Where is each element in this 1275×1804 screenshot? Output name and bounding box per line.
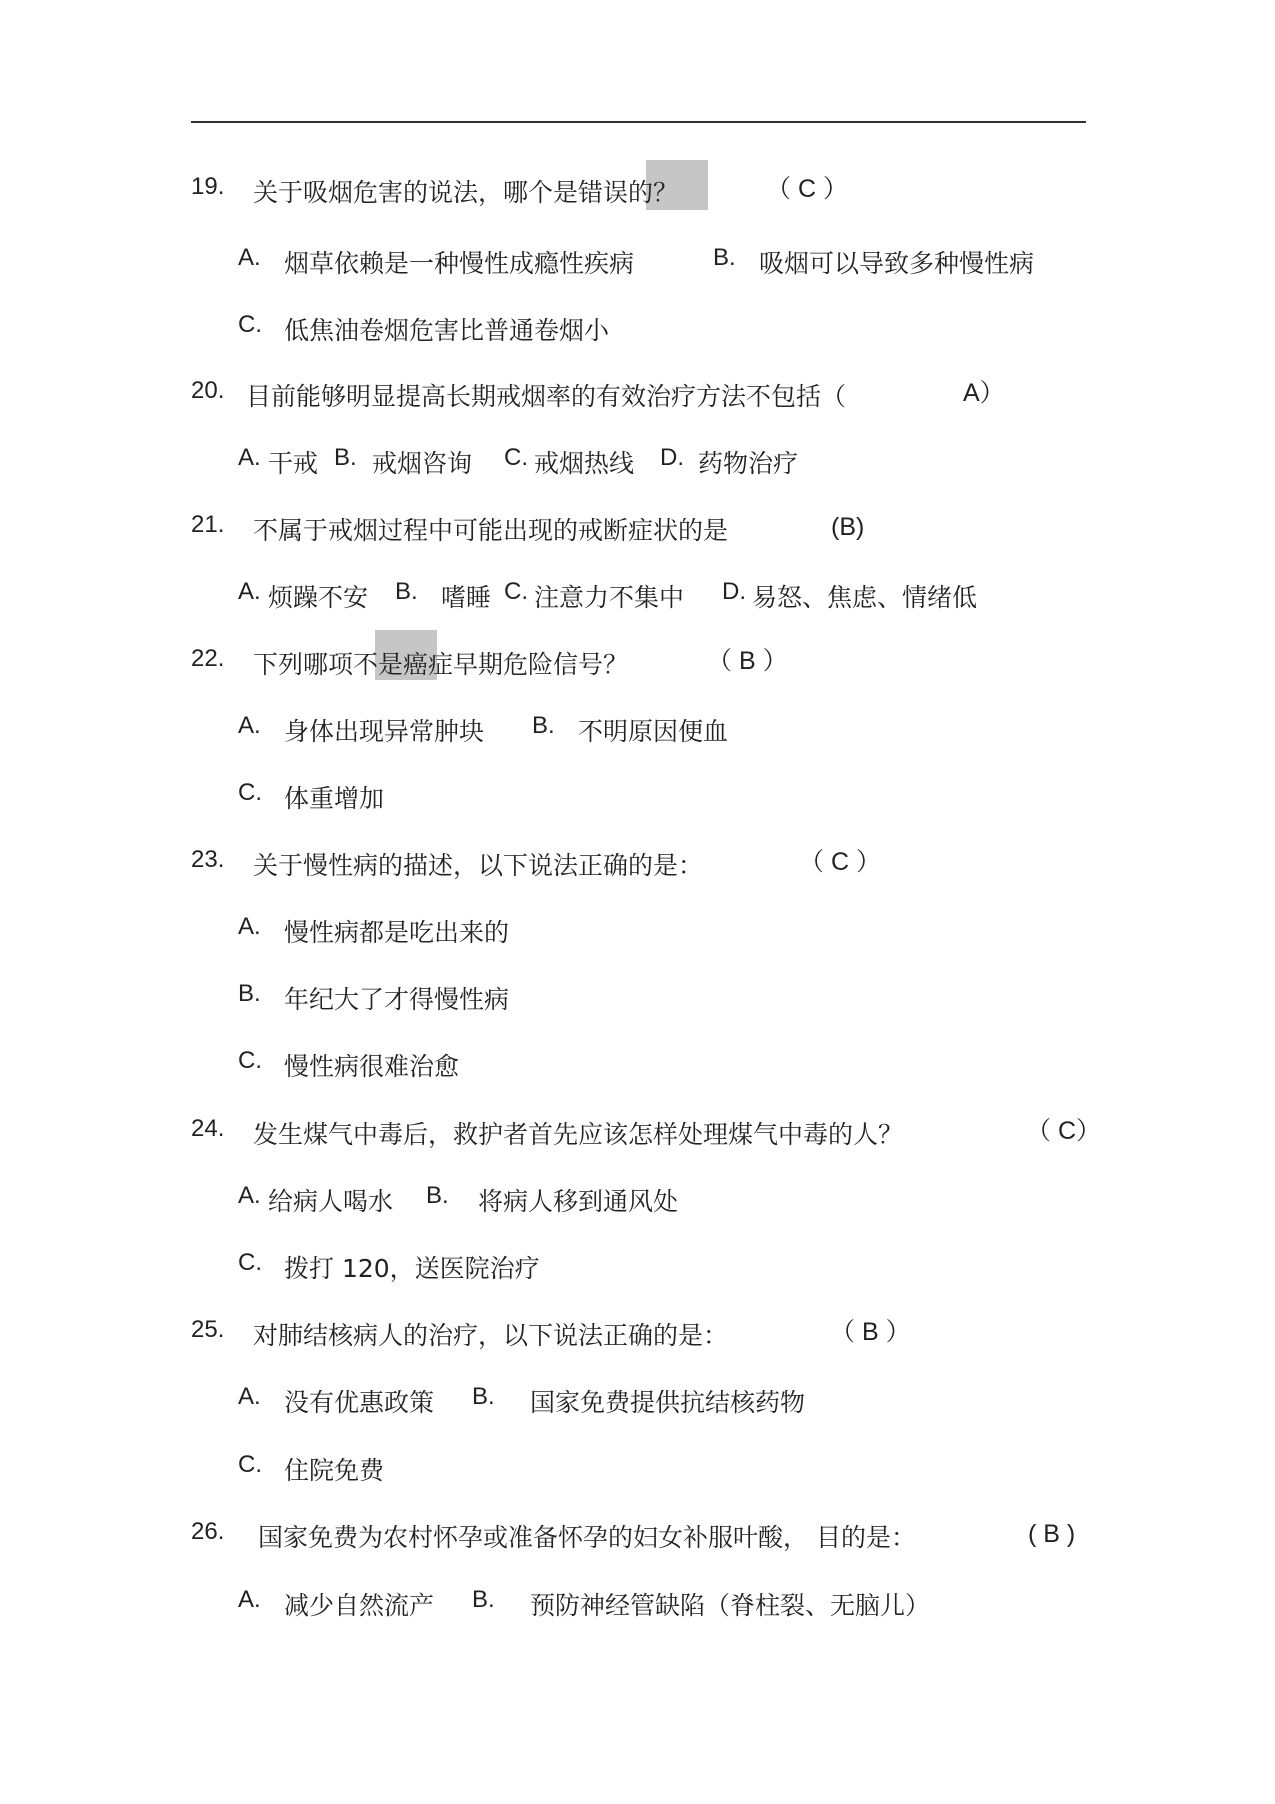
option-text: 年纪大了才得慢性病 bbox=[284, 985, 510, 1014]
option-label: C. bbox=[238, 1047, 262, 1074]
option-label: A. bbox=[238, 1383, 261, 1410]
option-label: A. bbox=[238, 913, 261, 940]
question-text: 目前能够明显提高长期戒烟率的有效治疗方法不包括（ bbox=[246, 382, 847, 411]
option-text: 不明原因便血 bbox=[578, 717, 729, 746]
option-text: 嗜睡 bbox=[441, 583, 492, 612]
option-text: 住院免费 bbox=[284, 1456, 385, 1485]
option-label: B. bbox=[532, 712, 555, 739]
answer-key: （ C ） bbox=[766, 175, 848, 203]
option-label: A. bbox=[238, 578, 261, 605]
option-text: 慢性病都是吃出来的 bbox=[284, 918, 510, 947]
option-text: 注意力不集中 bbox=[534, 583, 685, 612]
question-number: 21. bbox=[191, 511, 225, 538]
option-label: B. bbox=[334, 444, 357, 471]
option-text: 没有优惠政策 bbox=[284, 1388, 435, 1417]
option-text: 减少自然流产 bbox=[284, 1591, 435, 1620]
option-label: C. bbox=[504, 444, 528, 471]
option-label: A. bbox=[238, 712, 261, 739]
option-text: 预防神经管缺陷（脊柱裂、无脑儿） bbox=[530, 1591, 931, 1620]
option-label: B. bbox=[426, 1182, 449, 1209]
question-number: 20. bbox=[191, 377, 225, 404]
option-text: 烦躁不安 bbox=[268, 583, 369, 612]
question-text: 下列哪项不是癌症早期危险信号？ bbox=[253, 650, 629, 679]
option-text: 烟草依赖是一种慢性成瘾性疾病 bbox=[284, 249, 635, 278]
option-text: 戒烟咨询 bbox=[372, 449, 473, 478]
option-label: C. bbox=[504, 578, 528, 605]
option-label: A. bbox=[238, 1182, 261, 1209]
question-text: 不属于戒烟过程中可能出现的戒断症状的是 bbox=[253, 516, 729, 545]
answer-key: （ C ） bbox=[799, 848, 881, 876]
option-text: 药物治疗 bbox=[698, 449, 799, 478]
question-number: 25. bbox=[191, 1316, 225, 1343]
answer-key: （ B ） bbox=[707, 647, 788, 675]
question-number: 19. bbox=[191, 173, 225, 200]
option-label: B. bbox=[395, 578, 418, 605]
option-label: B. bbox=[238, 980, 261, 1007]
option-text: 拨打 120，送医院治疗 bbox=[284, 1254, 540, 1283]
answer-key: (B) bbox=[831, 513, 865, 541]
option-text: 将病人移到通风处 bbox=[478, 1187, 679, 1216]
question-text: 国家免费为农村怀孕或准备怀孕的妇女补服叶酸， 目的是： bbox=[258, 1523, 916, 1552]
option-label: C. bbox=[238, 311, 262, 338]
option-text: 低焦油卷烟危害比普通卷烟小 bbox=[284, 316, 610, 345]
question-text: 对肺结核病人的治疗，以下说法正确的是： bbox=[253, 1321, 729, 1350]
option-text: 易怒、焦虑、情绪低 bbox=[752, 583, 978, 612]
option-label: D. bbox=[660, 444, 684, 471]
question-number: 23. bbox=[191, 846, 225, 873]
option-label: A. bbox=[238, 444, 261, 471]
option-text: 身体出现异常肿块 bbox=[284, 717, 485, 746]
answer-key: （ B ） bbox=[830, 1318, 911, 1346]
option-text: 国家免费提供抗结核药物 bbox=[530, 1388, 806, 1417]
option-label: B. bbox=[713, 244, 736, 271]
question-text: 发生煤气中毒后，救护者首先应该怎样处理煤气中毒的人？ bbox=[253, 1120, 904, 1149]
option-text: 戒烟热线 bbox=[534, 449, 635, 478]
option-label: A. bbox=[238, 244, 261, 271]
option-label: A. bbox=[238, 1586, 261, 1613]
option-label: C. bbox=[238, 1249, 262, 1276]
option-label: B. bbox=[472, 1586, 495, 1613]
option-text: 慢性病很难治愈 bbox=[284, 1052, 460, 1081]
option-label: C. bbox=[238, 779, 262, 806]
answer-key: （ C） bbox=[1026, 1117, 1102, 1145]
question-number: 22. bbox=[191, 645, 225, 672]
answer-key: ( B ) bbox=[1028, 1520, 1076, 1548]
option-text: 干戒 bbox=[268, 449, 319, 478]
option-text: 给病人喝水 bbox=[268, 1187, 394, 1216]
question-number: 26. bbox=[191, 1518, 225, 1545]
option-text: 吸烟可以导致多种慢性病 bbox=[759, 249, 1035, 278]
question-text: 关于吸烟危害的说法，哪个是错误的？ bbox=[253, 178, 679, 207]
header-rule bbox=[191, 121, 1086, 123]
question-text: 关于慢性病的描述，以下说法正确的是： bbox=[253, 851, 704, 880]
answer-key: A） bbox=[963, 379, 1005, 407]
option-text: 体重增加 bbox=[284, 784, 385, 813]
option-label: D. bbox=[722, 578, 746, 605]
option-label: C. bbox=[238, 1451, 262, 1478]
question-number: 24. bbox=[191, 1115, 225, 1142]
option-label: B. bbox=[472, 1383, 495, 1410]
